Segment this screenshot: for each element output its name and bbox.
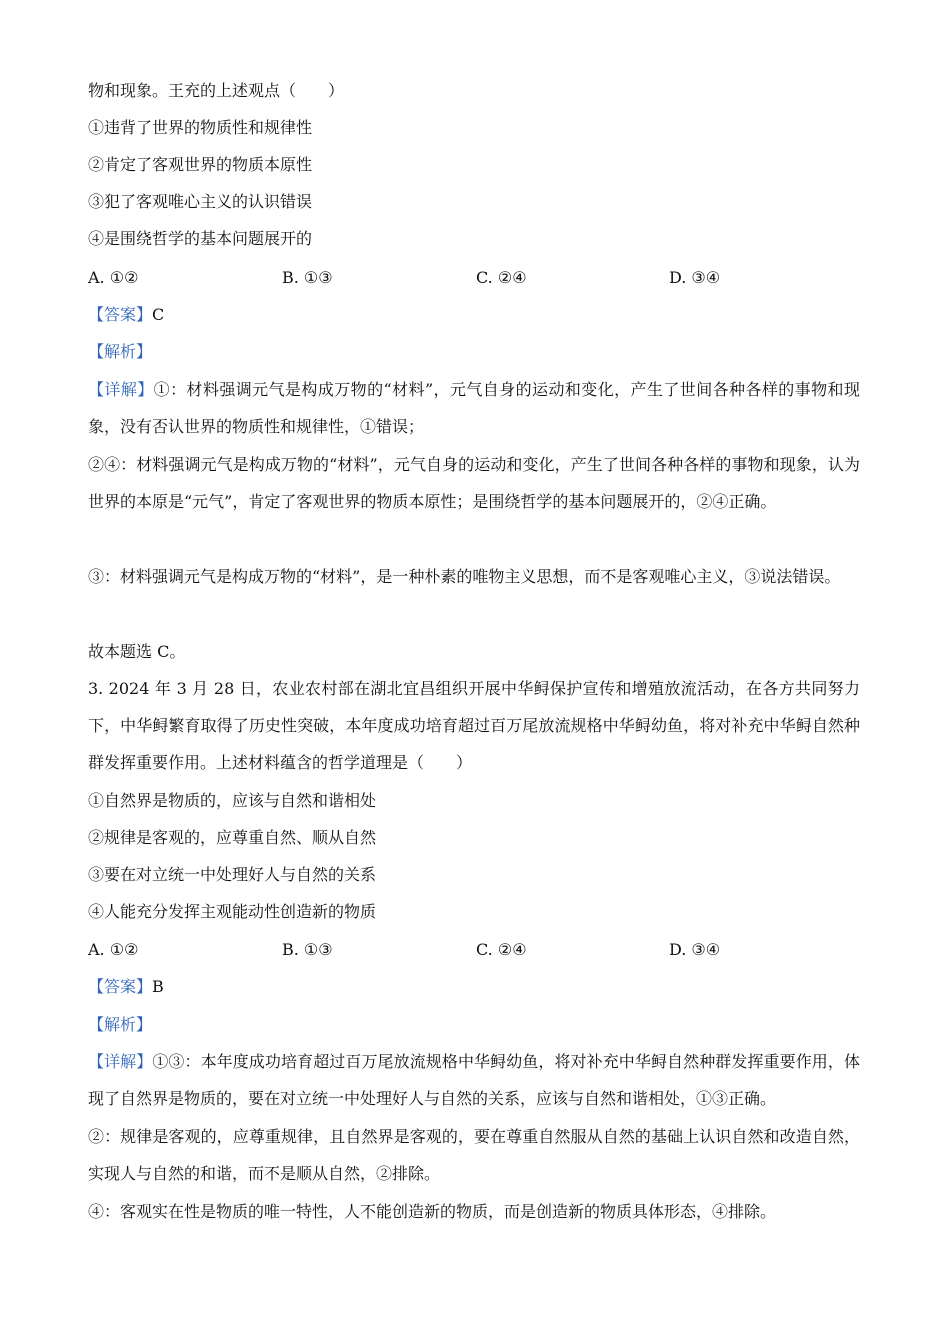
q3-analysis: [88, 1014, 152, 1036]
q2-option-b: B. ①③: [282, 268, 333, 287]
q2-option-c: C. ②④: [476, 268, 527, 287]
q2-conclusion: 故本题选 C。: [88, 642, 186, 661]
q3-detail-1: [88, 1043, 860, 1117]
q2-answer: [88, 304, 164, 326]
q2-detail-2: ②④：材料强调元气是构成万物的“材料”，元气自身的运动和变化，产生了世间各种各样的事物和现象，认为世界的本原是“元气”，肯定了客观世界的物质本原性；是围绕哲学的基本问题展开的，②④正确。: [88, 455, 860, 511]
q2-detail-1-text: ①：材料强调元气是构成万物的“材料”，元气自身的运动和变化，产生了世间各种各样的事物和现象，没有否认世界的物质性和规律性，①错误；: [88, 380, 860, 436]
q3-stem: 3. 2024 年 3 月 28 日，农业农村部在湖北宜昌组织开展中华鲟保护宣传和增殖放流活动，在各方共同努力下，中华鲟繁育取得了历史性突破，本年度成功培育超过百万尾放流规格中华鲟幼鱼，将对补充中华鲟自然种群发挥重要作用。上述材料蕴含的哲学道理是（ ）: [88, 679, 860, 772]
q2-option-a: A. ①②: [88, 268, 139, 287]
q3-answer-value: B: [152, 977, 164, 996]
q3-option-a: A. ①②: [88, 940, 139, 959]
q2-stem-end: 物和现象。王充的上述观点（ ）: [88, 81, 345, 100]
q3-detail-2: ②：规律是客观的，应尊重规律，且自然界是客观的，要在尊重自然服从自然的基础上认识自然和改造自然，实现人与自然的和谐，而不是顺从自然，②排除。: [88, 1127, 860, 1183]
q3-detail-tag: 【详解】: [88, 1052, 153, 1071]
q2-detail-3: ③：材料强调元气是构成万物的“材料”，是一种朴素的唯物主义思想，而不是客观唯心主义，③说法错误。: [88, 567, 841, 586]
q3-statement-2: ②规律是客观的，应尊重自然、顺从自然: [88, 828, 377, 847]
q2-statement-1: ①违背了世界的物质性和规律性: [88, 118, 313, 137]
q2-detail-tag: 【详解】: [88, 380, 154, 399]
q3-answer-tag: 【答案】: [88, 977, 153, 996]
q3-options: [88, 939, 868, 961]
q2-answer-tag: 【答案】: [88, 305, 153, 324]
q3-answer: [88, 976, 164, 998]
q3-statement-4: ④人能充分发挥主观能动性创造新的物质: [88, 902, 377, 921]
q2-statement-2: ②肯定了客观世界的物质本原性: [88, 155, 313, 174]
q2-options: [88, 267, 868, 289]
q3-statement-3: ③要在对立统一中处理好人与自然的关系: [88, 865, 377, 884]
q3-option-b: B. ①③: [282, 940, 333, 959]
q3-detail-1-text: ①③：本年度成功培育超过百万尾放流规格中华鲟幼鱼，将对补充中华鲟自然种群发挥重要作用，体现了自然界是物质的，要在对立统一中处理好人与自然的关系，应该与自然和谐相处，①③正确。: [88, 1052, 860, 1108]
q2-statement-4: ④是围绕哲学的基本问题展开的: [88, 229, 313, 248]
q3-analysis-tag: 【解析】: [88, 1015, 153, 1034]
q3-detail-3: ④：客观实在性是物质的唯一特性，人不能创造新的物质，而是创造新的物质具体形态，④排除。: [88, 1202, 777, 1221]
q2-answer-value: C: [152, 305, 165, 324]
q2-analysis: [88, 341, 152, 363]
q2-statement-3: ③犯了客观唯心主义的认识错误: [88, 192, 313, 211]
q3-option-c: C. ②④: [476, 940, 527, 959]
q3-statement-1: ①自然界是物质的，应该与自然和谐相处: [88, 791, 377, 810]
q2-analysis-tag: 【解析】: [88, 342, 153, 361]
q3-option-d: D. ③④: [669, 940, 721, 959]
q2-option-d: D. ③④: [669, 268, 721, 287]
q2-detail-1: [88, 371, 860, 445]
